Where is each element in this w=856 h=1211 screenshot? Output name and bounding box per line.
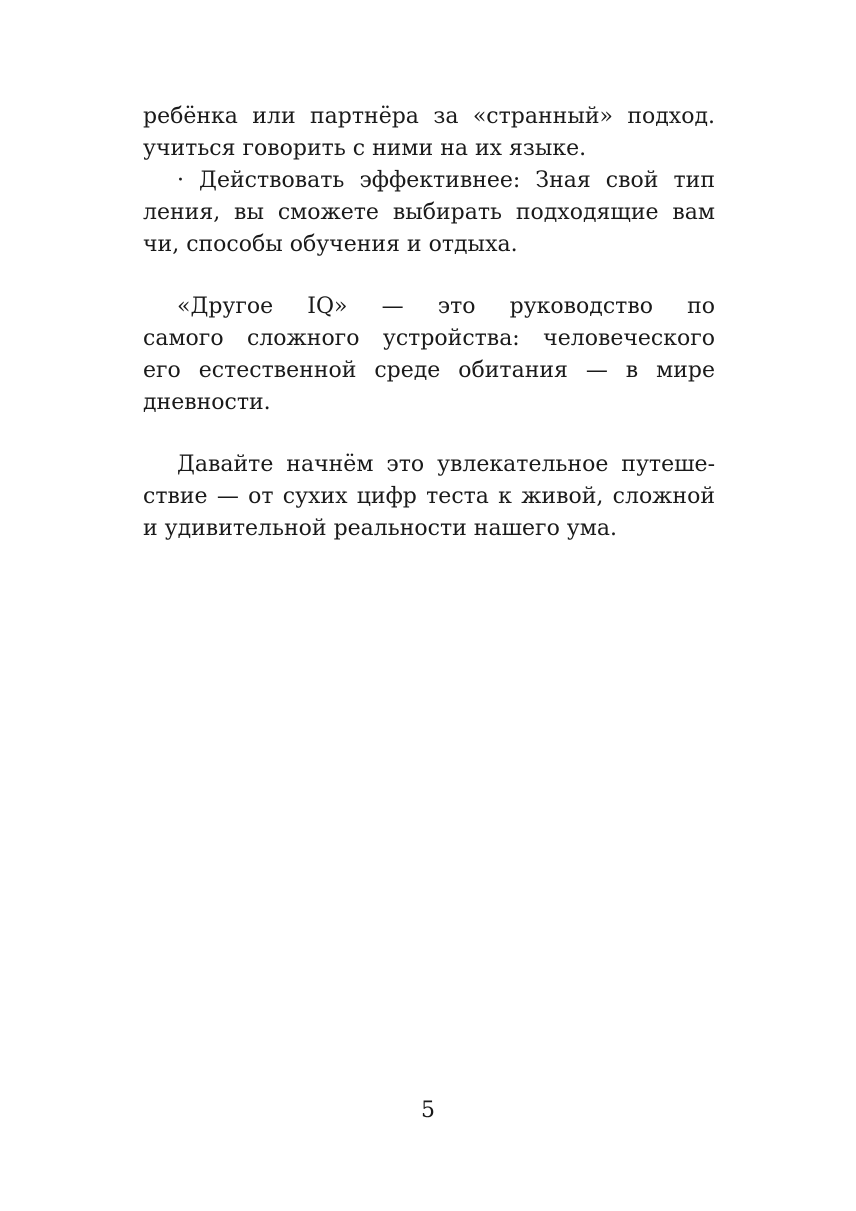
body-text xyxy=(143,101,715,545)
text-line: учиться говорить с ними на их языке. xyxy=(143,136,587,161)
text-line: «Другое IQ» — это руководство по xyxy=(177,294,715,319)
paragraph-manual xyxy=(143,291,715,419)
paragraph-gap xyxy=(143,419,715,449)
page-number: 5 xyxy=(421,1098,435,1123)
text-line: дневности. xyxy=(143,390,271,415)
paragraph-continuation xyxy=(143,101,715,165)
paragraph-gap xyxy=(143,261,715,291)
text-line: ления, вы сможете выбирать подходящие вам xyxy=(143,200,715,225)
paragraph-bullet-effective xyxy=(143,165,715,261)
text-line: чи, способы обучения и отдыха. xyxy=(143,232,518,257)
text-line: Давайте начнём это увлекательное путеше- xyxy=(177,452,715,477)
text-line: его естественной среде обитания — в мире xyxy=(143,358,715,383)
paragraph-journey xyxy=(143,449,715,545)
text-line: ствие — от сухих цифр теста к живой, сложной xyxy=(143,484,715,509)
text-line: · Действовать эффективнее: Зная свой тип xyxy=(177,168,715,193)
text-line: самого сложного устройства: человеческого xyxy=(143,326,715,351)
text-line: ребёнка или партнёра за «странный» подход. xyxy=(143,104,715,129)
text-line: и удивительной реальности нашего ума. xyxy=(143,516,617,541)
